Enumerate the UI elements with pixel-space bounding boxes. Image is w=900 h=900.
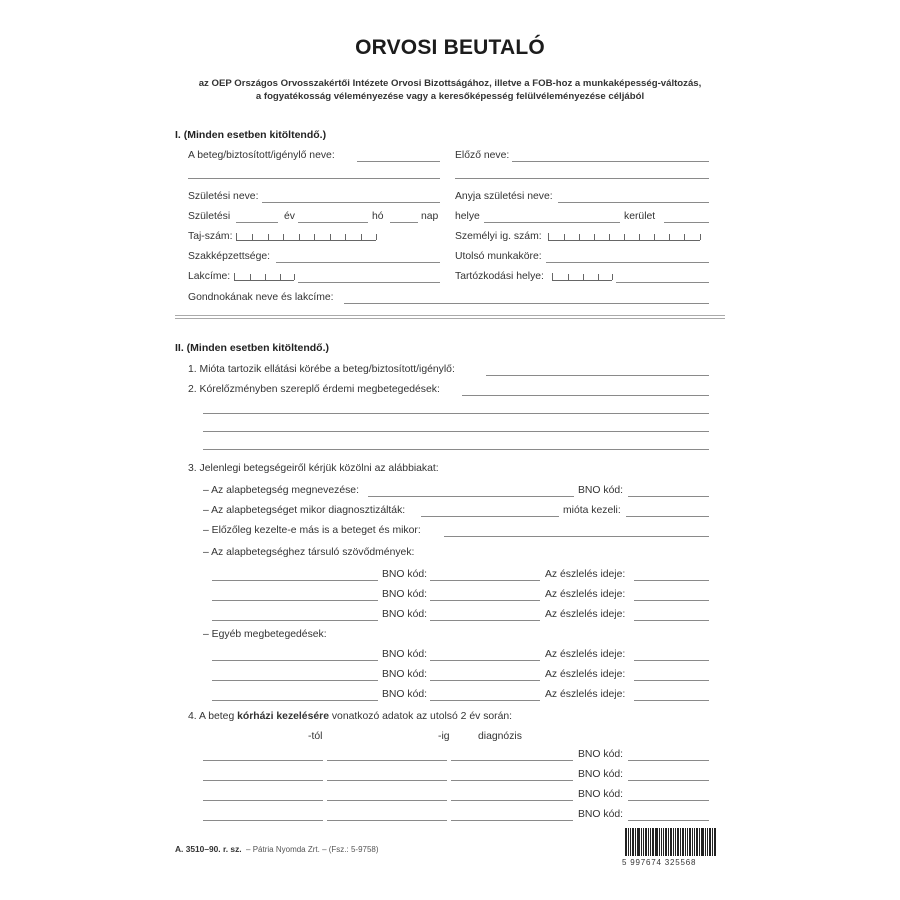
page-title: ORVOSI BEUTALÓ <box>355 36 545 59</box>
guardian-field[interactable] <box>344 303 709 304</box>
col-diagnosis-label: diagnózis <box>478 731 522 742</box>
birth-place-field[interactable] <box>484 222 620 223</box>
hospital-diagnosis-field-4[interactable] <box>451 820 573 821</box>
barcode-bar <box>650 828 651 856</box>
since-treating-label: mióta kezeli: <box>563 505 621 516</box>
form-code: A. 3510–90. r. sz. <box>175 844 242 854</box>
barcode-bar <box>625 828 627 856</box>
other-disease-bno-field-3[interactable] <box>430 700 540 701</box>
other-disease-bno-label-3: BNO kód: <box>382 689 428 700</box>
residence-postcode-boxes[interactable] <box>552 273 612 281</box>
complication-detect-field-1[interactable] <box>634 580 709 581</box>
barcode-icon <box>625 828 717 856</box>
footer-text <box>175 839 379 857</box>
barcode-bar <box>687 828 688 856</box>
barcode-bar <box>637 828 640 856</box>
col-to-label: -ig <box>438 731 450 742</box>
q3e-label: – Egyéb megbetegedések: <box>203 629 327 640</box>
barcode-number: 5 997674 325568 <box>622 858 697 867</box>
barcode-bar <box>696 828 698 856</box>
hospital-bno-field-4[interactable] <box>628 820 709 821</box>
previous-name-label: Előző neve: <box>455 150 510 161</box>
patient-name-field[interactable] <box>357 161 440 162</box>
barcode-bar <box>677 828 680 856</box>
q1-field[interactable] <box>486 375 709 376</box>
main-disease-bno-field[interactable] <box>628 496 709 497</box>
q3-label: 3. Jelenlegi betegségeiről kérjük közölni az alábbiakat: <box>188 463 439 474</box>
section-divider <box>175 315 725 319</box>
previous-name-field[interactable] <box>512 161 709 162</box>
barcode-bar <box>635 828 636 856</box>
other-disease-detect-field-2[interactable] <box>634 680 709 681</box>
hospital-bno-label-3: BNO kód: <box>578 789 624 800</box>
hospital-to-field-4[interactable] <box>327 820 447 821</box>
other-disease-bno-field-1[interactable] <box>430 660 540 661</box>
taj-label: Taj-szám: <box>188 231 233 242</box>
birth-label: Születési <box>188 211 231 222</box>
q2-field-2[interactable] <box>203 413 709 414</box>
hospital-from-field-2[interactable] <box>203 780 323 781</box>
section-1-heading: I. (Minden esetben kitöltendő.) <box>175 129 327 141</box>
district-field[interactable] <box>664 222 709 223</box>
q2-field-4[interactable] <box>203 449 709 450</box>
complication-bno-label-2: BNO kód: <box>382 589 428 600</box>
other-disease-detect-field-3[interactable] <box>634 700 709 701</box>
barcode-bar <box>685 828 686 856</box>
mother-birth-name-field[interactable] <box>558 202 709 203</box>
hospital-bno-label-1: BNO kód: <box>578 749 624 760</box>
barcode-bar <box>705 828 706 856</box>
barcode-bar <box>714 828 716 856</box>
mother-birth-name-label: Anyja születési neve: <box>455 191 553 202</box>
barcode-bar <box>648 828 649 856</box>
id-number-label: Személyi ig. szám: <box>455 231 542 242</box>
hospital-diagnosis-field-1[interactable] <box>451 760 573 761</box>
barcode-bar <box>628 828 629 856</box>
complication-detect-label-3: Az észlelés ideje: <box>545 609 626 620</box>
residence-label: Tartózkodási helye: <box>455 271 544 282</box>
hospital-bno-field-2[interactable] <box>628 780 709 781</box>
q1-label: 1. Mióta tartozik ellátási körébe a beteg/biztosított/igénylő: <box>188 364 455 375</box>
residence-field[interactable] <box>616 282 709 283</box>
complication-field-1[interactable] <box>212 580 378 581</box>
hospital-bno-field-1[interactable] <box>628 760 709 761</box>
district-label: kerület <box>624 211 656 222</box>
q3a-bno-label: BNO kód: <box>578 485 624 496</box>
section-2-heading: II. (Minden esetben kitöltendő.) <box>175 342 330 354</box>
barcode-bar <box>665 828 667 856</box>
other-disease-bno-label-1: BNO kód: <box>382 649 428 660</box>
barcode-bar <box>663 828 664 856</box>
hospital-bno-field-3[interactable] <box>628 800 709 801</box>
qualification-label: Szakképzettsége: <box>188 251 271 262</box>
hospital-from-field-4[interactable] <box>203 820 323 821</box>
year-label: év <box>284 211 295 222</box>
complication-bno-field-3[interactable] <box>430 620 540 621</box>
complication-field-2[interactable] <box>212 600 378 601</box>
q2-field-3[interactable] <box>203 431 709 432</box>
complication-bno-label-3: BNO kód: <box>382 609 428 620</box>
q3c-label: – Előzőleg kezelte-e más is a beteget és mikor: <box>203 525 421 536</box>
printer-info: – Pátria Nyomda Zrt. – (Fsz.: 5-9758) <box>246 845 379 854</box>
col-from-label: -tól <box>308 731 323 742</box>
complication-bno-field-1[interactable] <box>430 580 540 581</box>
hospital-diagnosis-field-3[interactable] <box>451 800 573 801</box>
previous-name-field-2[interactable] <box>455 178 709 179</box>
diagnosis-date-field[interactable] <box>421 516 559 517</box>
other-disease-detect-label-3: Az észlelés ideje: <box>545 689 626 700</box>
taj-number-boxes[interactable] <box>236 233 376 241</box>
barcode-bar <box>641 828 642 856</box>
q3d-label: – Az alapbetegséghez társuló szövődmények: <box>203 547 415 558</box>
complication-field-3[interactable] <box>212 620 378 621</box>
q3b-label: – Az alapbetegséget mikor diagnosztizálták: <box>203 505 406 516</box>
barcode-bar <box>661 828 662 856</box>
complication-bno-label-1: BNO kód: <box>382 569 428 580</box>
barcode-bar <box>709 828 711 856</box>
main-disease-field[interactable] <box>368 496 574 497</box>
patient-name-field-2[interactable] <box>188 178 440 179</box>
barcode-bar <box>699 828 700 856</box>
other-disease-bno-label-2: BNO kód: <box>382 669 428 680</box>
q4-label: 4. A beteg kórházi kezelésére vonatkozó adatok az utolsó 2 év során: <box>188 711 513 722</box>
complication-detect-field-2[interactable] <box>634 600 709 601</box>
barcode-bar <box>652 828 654 856</box>
q4-bold-text: kórházi kezelésére <box>237 711 329 722</box>
month-label: hó <box>372 211 384 222</box>
last-job-label: Utolsó munkaköre: <box>455 251 542 262</box>
other-disease-field-3[interactable] <box>212 700 378 701</box>
place-label: helye <box>455 211 480 222</box>
previous-treatment-field[interactable] <box>444 536 709 537</box>
q2-field[interactable] <box>462 395 709 396</box>
q2-label: 2. Kórelőzményben szereplő érdemi megbetegedések: <box>188 384 440 395</box>
birth-year-field[interactable] <box>236 222 278 223</box>
day-label: nap <box>421 211 439 222</box>
barcode-bar <box>655 828 658 856</box>
patient-name-label: A beteg/biztosított/igénylő neve: <box>188 150 335 161</box>
barcode-bar <box>694 828 695 856</box>
complication-detect-label-2: Az észlelés ideje: <box>545 589 626 600</box>
barcode-bar <box>643 828 644 856</box>
barcode-bar <box>632 828 634 856</box>
hospital-from-field-1[interactable] <box>203 760 323 761</box>
hospital-to-field-2[interactable] <box>327 780 447 781</box>
hospital-bno-label-2: BNO kód: <box>578 769 624 780</box>
guardian-label: Gondnokának neve és lakcíme: <box>188 292 334 303</box>
barcode-bar <box>673 828 674 856</box>
barcode-bar <box>712 828 713 856</box>
address-label: Lakcíme: <box>188 271 231 282</box>
birth-day-field[interactable] <box>390 222 418 223</box>
barcode-bar <box>707 828 708 856</box>
other-disease-field-2[interactable] <box>212 680 378 681</box>
q3a-label: – Az alapbetegség megnevezése: <box>203 485 359 496</box>
last-job-field[interactable] <box>546 262 709 263</box>
complication-detect-field-3[interactable] <box>634 620 709 621</box>
barcode-bar <box>682 828 684 856</box>
id-number-boxes[interactable] <box>548 233 700 241</box>
other-disease-detect-field-1[interactable] <box>634 660 709 661</box>
subtitle-line-1: az OEP Országos Orvosszakértői Intézete Orvosi Bizottságához, illetve a FOB-hoz a munkaképesség-változás, <box>198 78 702 89</box>
since-treating-field[interactable] <box>626 516 709 517</box>
other-disease-field-1[interactable] <box>212 660 378 661</box>
hospital-bno-label-4: BNO kód: <box>578 809 624 820</box>
birth-name-field[interactable] <box>262 202 440 203</box>
subtitle-line-2: a fogyatékosság véleményezése vagy a keresőképesség felülvéleményezése céljából <box>255 91 645 102</box>
other-disease-bno-field-2[interactable] <box>430 680 540 681</box>
qualification-field[interactable] <box>276 262 440 263</box>
hospital-from-field-3[interactable] <box>203 800 323 801</box>
complication-bno-field-2[interactable] <box>430 600 540 601</box>
barcode-bar <box>692 828 693 856</box>
barcode-bar <box>668 828 669 856</box>
barcode-bar <box>630 828 631 856</box>
barcode-bar <box>680 828 681 856</box>
address-postcode-boxes[interactable] <box>234 273 294 281</box>
hospital-diagnosis-field-2[interactable] <box>451 780 573 781</box>
hospital-to-field-3[interactable] <box>327 800 447 801</box>
barcode-bar <box>670 828 672 856</box>
barcode-bar <box>675 828 676 856</box>
other-disease-detect-label-2: Az észlelés ideje: <box>545 669 626 680</box>
barcode-bar <box>689 828 691 856</box>
hospital-to-field-1[interactable] <box>327 760 447 761</box>
address-field[interactable] <box>298 282 440 283</box>
birth-month-field[interactable] <box>298 222 368 223</box>
barcode-bar <box>701 828 704 856</box>
other-disease-detect-label-1: Az észlelés ideje: <box>545 649 626 660</box>
barcode-bar <box>645 828 647 856</box>
complication-detect-label-1: Az észlelés ideje: <box>545 569 626 580</box>
birth-name-label: Születési neve: <box>188 191 259 202</box>
barcode-bar <box>659 828 660 856</box>
